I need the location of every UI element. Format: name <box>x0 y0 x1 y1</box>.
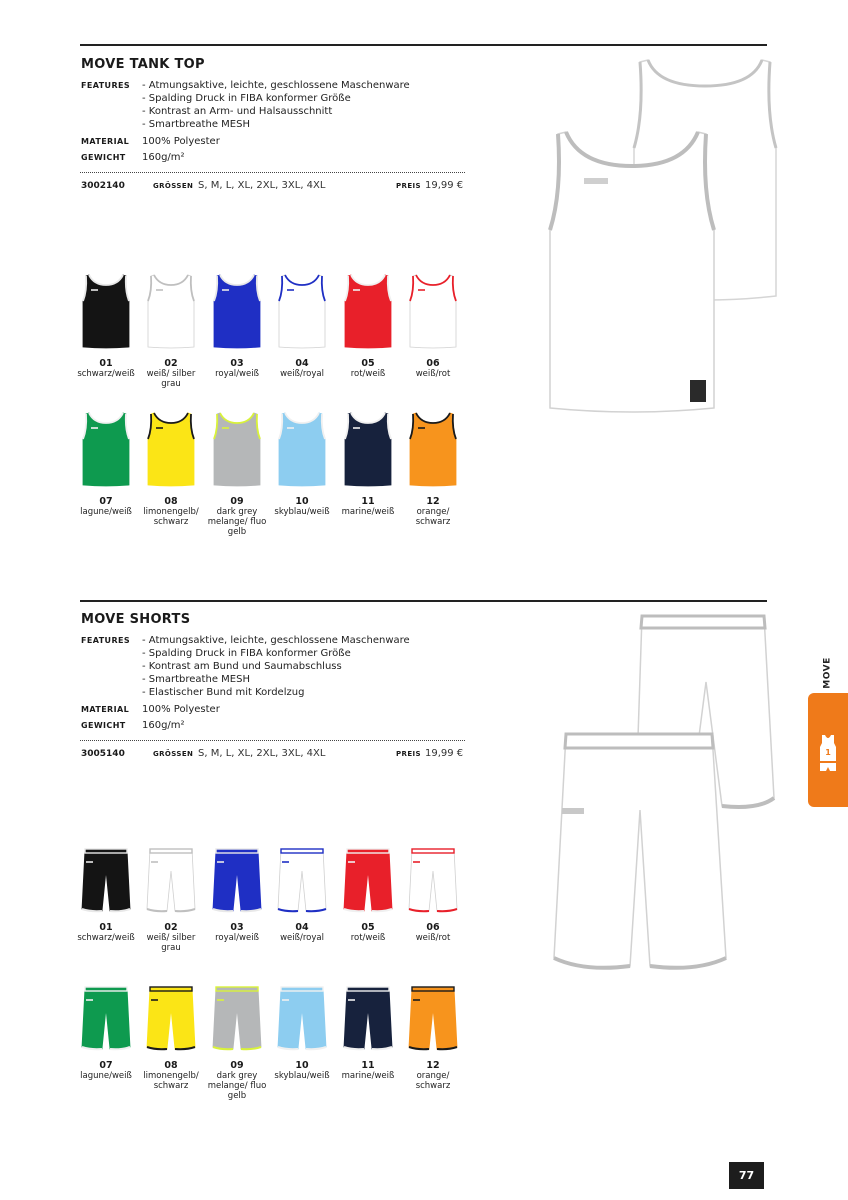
color-number: 04 <box>295 358 309 369</box>
shorts-thumbnail <box>212 985 262 1051</box>
color-name: skyblau/weiß <box>274 507 330 517</box>
color-name: weiß/royal <box>280 933 324 943</box>
tank-thumbnail <box>82 273 130 349</box>
price-value: 19,99 € <box>425 748 464 759</box>
section-title: MOVE SHORTS <box>81 612 191 627</box>
color-name: weiß/rot <box>415 369 451 379</box>
tank-thumbnail <box>147 411 195 487</box>
color-swatch[interactable] <box>73 841 139 943</box>
color-swatch[interactable] <box>204 411 270 537</box>
tank-thumbnail <box>147 273 195 349</box>
section-divider <box>80 600 767 602</box>
color-swatch[interactable] <box>335 979 401 1081</box>
sizes-label: GRÖSSEN <box>153 750 194 758</box>
color-swatch[interactable] <box>335 841 401 943</box>
tank-thumbnail <box>278 273 326 349</box>
shorts-thumbnail <box>212 847 262 913</box>
dotted-divider <box>80 172 465 173</box>
features-list <box>142 79 410 131</box>
color-swatch[interactable] <box>269 411 335 517</box>
color-name: dark grey melange/ fluo gelb <box>207 507 267 537</box>
page-number: 77 <box>729 1162 764 1189</box>
sizes-value: S, M, L, XL, 2XL, 3XL, 4XL <box>198 180 326 191</box>
material-value: 100% Polyester <box>142 136 220 147</box>
shorts-thumbnail <box>408 847 458 913</box>
sizes-label: GRÖSSEN <box>153 182 194 190</box>
tank-color-grid <box>77 273 480 593</box>
price-label: PREIS <box>396 182 421 190</box>
shorts-thumbnail <box>408 985 458 1051</box>
material-value: 100% Polyester <box>142 704 220 715</box>
weight-label: GEWICHT <box>81 153 126 162</box>
feature-item: - Smartbreathe MESH <box>142 119 250 130</box>
color-number: 04 <box>295 922 309 933</box>
shorts-thumbnail <box>277 847 327 913</box>
color-name: skyblau/weiß <box>274 1071 330 1081</box>
price-label: PREIS <box>396 750 421 758</box>
color-number: 09 <box>230 496 244 507</box>
material-label: MATERIAL <box>81 137 130 146</box>
color-number: 12 <box>426 1060 440 1071</box>
color-swatch[interactable] <box>204 273 270 379</box>
weight-label: GEWICHT <box>81 721 126 730</box>
tank-front-image <box>546 126 718 416</box>
color-name: weiß/ silber grau <box>146 369 196 389</box>
color-swatch[interactable] <box>269 979 335 1081</box>
tank-thumbnail <box>409 411 457 487</box>
color-name: marine/weiß <box>341 1071 395 1081</box>
color-swatch[interactable] <box>73 411 139 517</box>
article-number: 3002140 <box>81 181 125 191</box>
feature-item: - Spalding Druck in FIBA konformer Größe <box>142 93 351 104</box>
side-section-label: MOVE <box>822 657 833 689</box>
color-swatch[interactable] <box>400 979 466 1091</box>
price-value: 19,99 € <box>425 180 464 191</box>
color-number: 12 <box>426 496 440 507</box>
color-name: royal/weiß <box>215 369 259 379</box>
article-row <box>80 749 465 763</box>
feature-item: - Smartbreathe MESH <box>142 674 250 685</box>
dotted-divider <box>80 740 465 741</box>
color-name: limonengelb/ schwarz <box>143 507 199 527</box>
tank-thumbnail <box>344 273 392 349</box>
color-number: 02 <box>164 922 178 933</box>
features-label: FEATURES <box>81 636 131 645</box>
tank-thumbnail <box>213 411 261 487</box>
color-swatch[interactable] <box>400 411 466 527</box>
color-swatch[interactable] <box>138 979 204 1091</box>
color-name: lagune/weiß <box>80 1071 132 1081</box>
shorts-color-grid <box>77 841 480 1101</box>
color-number: 07 <box>99 1060 113 1071</box>
tank-thumbnail <box>213 273 261 349</box>
color-number: 10 <box>295 1060 309 1071</box>
shorts-front-image <box>550 730 730 974</box>
shorts-thumbnail <box>81 985 131 1051</box>
tank-thumbnail <box>344 411 392 487</box>
color-number: 10 <box>295 496 309 507</box>
section-title: MOVE TANK TOP <box>81 57 205 72</box>
feature-item: - Kontrast an Arm- und Halsausschnitt <box>142 106 333 117</box>
color-name: dark grey melange/ fluo gelb <box>207 1071 267 1101</box>
color-number: 08 <box>164 1060 178 1071</box>
color-name: royal/weiß <box>215 933 259 943</box>
section-divider <box>80 44 767 46</box>
color-swatch[interactable] <box>73 273 139 379</box>
color-name: weiß/rot <box>415 933 451 943</box>
features-list <box>142 634 410 699</box>
feature-item: - Elastischer Bund mit Kordelzug <box>142 687 305 698</box>
sizes-value: S, M, L, XL, 2XL, 3XL, 4XL <box>198 748 326 759</box>
color-swatch[interactable] <box>400 841 466 943</box>
feature-item: - Kontrast am Bund und Saumabschluss <box>142 661 342 672</box>
color-swatch[interactable] <box>269 841 335 943</box>
color-name: rot/weiß <box>350 933 386 943</box>
color-name: limonengelb/ schwarz <box>143 1071 199 1091</box>
color-number: 01 <box>99 358 113 369</box>
color-swatch[interactable] <box>204 841 270 943</box>
color-name: orange/ schwarz <box>415 1071 451 1091</box>
color-swatch[interactable] <box>138 841 204 953</box>
color-number: 03 <box>230 358 244 369</box>
material-label: MATERIAL <box>81 705 130 714</box>
tank-thumbnail <box>278 411 326 487</box>
color-number: 05 <box>361 358 375 369</box>
color-name: schwarz/weiß <box>77 933 135 943</box>
shorts-thumbnail <box>343 847 393 913</box>
svg-text:1: 1 <box>825 748 831 757</box>
color-number: 11 <box>361 1060 375 1071</box>
color-swatch[interactable] <box>138 273 204 389</box>
color-swatch[interactable] <box>269 273 335 379</box>
color-number: 06 <box>426 358 440 369</box>
color-number: 05 <box>361 922 375 933</box>
article-row <box>80 181 465 195</box>
shorts-thumbnail <box>277 985 327 1051</box>
tank-thumbnail <box>409 273 457 349</box>
weight-value: 160g/m² <box>142 152 185 163</box>
color-number: 07 <box>99 496 113 507</box>
color-name: weiß/ silber grau <box>146 933 196 953</box>
color-number: 11 <box>361 496 375 507</box>
weight-value: 160g/m² <box>142 720 185 731</box>
tank-thumbnail <box>82 411 130 487</box>
color-swatch[interactable] <box>73 979 139 1081</box>
color-number: 03 <box>230 922 244 933</box>
color-name: marine/weiß <box>341 507 395 517</box>
color-name: weiß/royal <box>280 369 324 379</box>
color-swatch[interactable] <box>138 411 204 527</box>
color-swatch[interactable] <box>400 273 466 379</box>
color-name: lagune/weiß <box>80 507 132 517</box>
color-swatch[interactable] <box>335 273 401 379</box>
color-name: rot/weiß <box>350 369 386 379</box>
color-swatch[interactable] <box>335 411 401 517</box>
jersey-icon <box>808 693 848 807</box>
color-swatch[interactable] <box>204 979 270 1101</box>
shorts-thumbnail <box>146 847 196 913</box>
color-number: 08 <box>164 496 178 507</box>
shorts-thumbnail <box>343 985 393 1051</box>
feature-item: - Atmungsaktive, leichte, geschlossene Maschenware <box>142 635 410 646</box>
features-label: FEATURES <box>81 81 131 90</box>
feature-item: - Spalding Druck in FIBA konformer Größe <box>142 648 351 659</box>
feature-item: - Atmungsaktive, leichte, geschlossene Maschenware <box>142 80 410 91</box>
section-tab[interactable] <box>808 693 848 807</box>
color-name: schwarz/weiß <box>77 369 135 379</box>
color-number: 06 <box>426 922 440 933</box>
color-number: 02 <box>164 358 178 369</box>
shorts-thumbnail <box>81 847 131 913</box>
color-name: orange/ schwarz <box>415 507 451 527</box>
color-number: 01 <box>99 922 113 933</box>
article-number: 3005140 <box>81 749 125 759</box>
color-number: 09 <box>230 1060 244 1071</box>
shorts-thumbnail <box>146 985 196 1051</box>
